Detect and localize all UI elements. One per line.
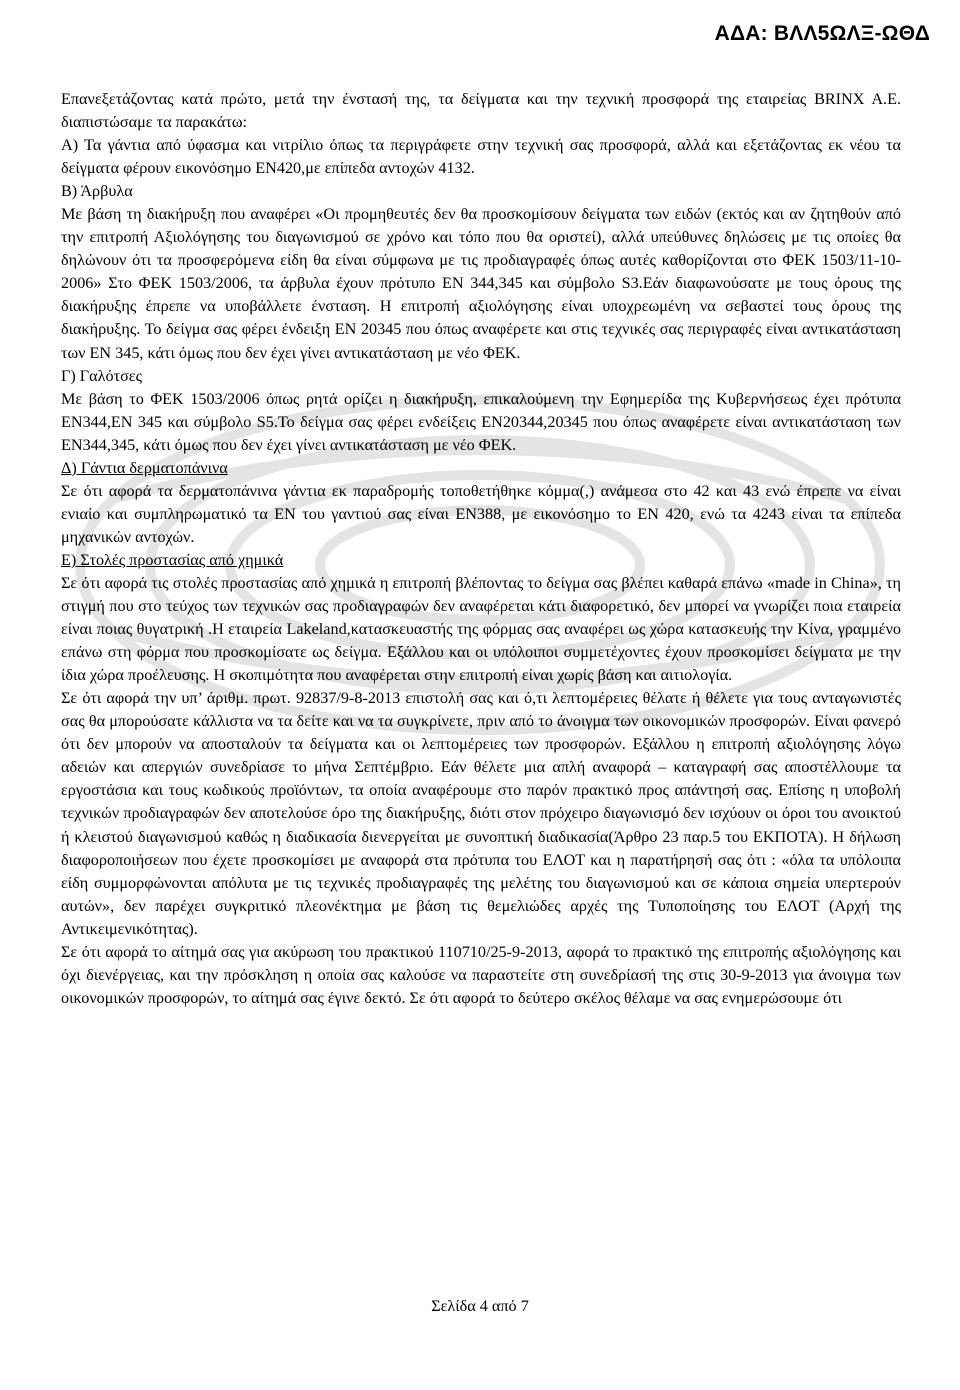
final-paragraph: Σε ότι αφορά το αίτημά σας για ακύρωση του πρακτικού 110710/25-9-2013, αφορά το πρακτικό της επιτροπής αξιολόγησης και όχι διενέργειας, και την πρόσκληση η οποία σας καλούσε να παραστείτε στη συνεδρίασή της στις 30-9-2013 για άνοιγμα των οικονομικών προσφορών, το αίτημά σας έγινε δεκτό. Σε ότι αφορά το δεύτερο σκέλος θέλαμε να σας ενημερώσουμε ότι xyxy=(61,942,901,1007)
section-c-heading: Γ) Γαλότσες xyxy=(61,366,143,385)
section-e-heading: Ε) Στολές προστασίας από χημικά xyxy=(61,550,284,569)
document-body xyxy=(61,88,901,1010)
section-a-paragraph: Α) Τα γάντια από ύφασμα και νιτρίλιο όπως τα περιγράφετε στην τεχνική σας προσφορά, αλλά και εξετάζοντας εκ νέου τα δείγματα φέρουν εικονόσημο ΕΝ420,με επίπεδα αντοχών 4132. xyxy=(61,136,901,178)
section-e-paragraph: Σε ότι αφορά τις στολές προστασίας από χημικά η επιτροπή βλέποντας το δείγμα σας βλέπει καθαρά επάνω «made in China», τη στιγμή που στο τεύχος των τεχνικών σας προδιαγραφών δεν αναφέρεται κάτι διαφορετικό, δεν μπορεί να γνωρίζει ποια εταιρεία είναι ποιας θυγατρική .Η εταιρεία Lakeland,κατασκευαστής της φόρμας σας αναφέρει ως χώρα κατασκευής την Κίνα, γραμμένο επάνω στη φόρμα που προσκομίσατε ως δείγμα. Εξάλλου και οι υπόλοιποι συμμετέχοντες έχουν προσκομίσει δείγματα με την ίδια χώρα προέλευσης. Η σκοπιμότητα που αναφέρεται στην επιτροπή είναι χωρίς βάση και αιτιολογία. xyxy=(61,573,901,685)
letter-paragraph: Σε ότι αφορά την υπ’ άριθμ. πρωτ. 92837/9-8-2013 επιστολή σας και ό,τι λεπτομέρειες θέλατε ή θέλετε για τους ανταγωνιστές σας θα μπορούσατε κάλλιστα να τα δείτε και να τα συγκρίνετε, πριν από το άνοιγμα των οικονομικών προσφορών. Είναι φανερό ότι δεν μπορούν να αποσταλούν τα δείγματα και οι λεπτομέρειες των προσφορών. Εξάλλου η επιτροπή αξιολόγησης λόγω αδειών και απεργιών συνεδρίασε το μήνα Σεπτέμβριο. Εάν θέλετε μια απλή αναφορά – καταγραφή σας αποστέλλουμε τα εργοστάσια και τους κωδικούς προϊόντων, τα οποία αναφέρουμε στο παρόν πρακτικό προς απάντησή σας. Επίσης η υποβολή τεχνικών προδιαγραφών δεν αποτελούσε όρο της διακήρυξης, διότι στον πρόχειρο διαγωνισμό δεν ισχύουν οι όροι του ανοικτού ή κλειστού διαγωνισμού καθώς η διαδικασία διενεργείται με συνοπτική διαδικασία(Άρθρο 23 παρ.5 του ΕΚΠΟΤΑ). Η δήλωση διαφοροποιήσεων που έχετε προσκομίσει με αναφορά στα πρότυπα του ΕΛΟΤ και η παρατήρησή σας ότι : «όλα τα υπόλοιπα είδη συμμορφώνονται απόλυτα με τις τεχνικές προδιαγραφές της μελέτης του διαγωνισμού και σε κάποια σημεία υπερτερούν αυτών», δεν παρέχει συγκριτικό πλεονέκτημα με βάση τις θεμελιώδες αρχές της Τυποποίησης του ΕΛΟΤ (Αρχή της Αντικειμενικότητας). xyxy=(61,689,901,938)
ada-code: ΑΔΑ: ΒΛΛ5ΩΛΞ-ΩΘΔ xyxy=(714,22,930,45)
page-number: Σελίδα 4 από 7 xyxy=(431,1297,529,1315)
section-b-paragraph: Με βάση τη διακήρυξη που αναφέρει «Οι προμηθευτές δεν θα προσκομίσουν δείγματα των ειδών (εκτός και αν ζητηθούν από την επιτροπή Αξιολόγησης του διαγωνισμού σε χρόνο και τόπο που θα οριστεί), αλλά υπεύθυνες δηλώσεις με τις οποίες θα δηλώνουν ότι τα προσφερόμενα είδη θα είναι σύμφωνα με τις προδιαγραφές όπως αυτές καθορίζονται στο ΦΕΚ 1503/11-10-2006» Στο ΦΕΚ 1503/2006, τα άρβυλα έχουν πρότυπο ΕΝ 344,345 και σύμβολο S3.Εάν διαφωνούσατε με τους όρους της διακήρυξης έπρεπε να υποβάλλετε ένσταση. Η επιτροπή αξιολόγησης είναι υποχρεωμένη να σεβαστεί τους όρους της διακήρυξης. Το δείγμα σας φέρει ένδειξη ΕΝ 20345 που όπως αναφέρετε και στις τεχνικές σας περιγραφές είναι αντικατάσταση των ΕΝ 345, κάτι όμως που δεν έχει γίνει αντικατάσταση με νέο ΦΕΚ. xyxy=(61,205,901,362)
section-d-paragraph: Σε ότι αφορά τα δερματοπάνινα γάντια εκ παραδρομής τοποθετήθηκε κόμμα(,) ανάμεσα στο 42 και 43 ενώ έπρεπε να είναι ενιαίο και συμπληρωματικό τα ΕΝ του γαντιού σας είναι ΕΝ388, με εικονόσημο το ΕΝ 420, ενώ τα 4243 είναι τα επίπεδα μηχανικών αντοχών. xyxy=(61,481,901,546)
intro-paragraph: Επανεξετάζοντας κατά πρώτο, μετά την ένστασή της, τα δείγματα και την τεχνική προσφορά της εταιρείας BRINX A.E. διαπιστώσαμε τα παρακάτω: xyxy=(61,90,901,132)
section-b-heading: Β) Άρβυλα xyxy=(61,182,133,201)
section-c-paragraph: Με βάση το ΦΕΚ 1503/2006 όπως ρητά ορίζει η διακήρυξη, επικαλούμενη την Εφημερίδα της Κυβερνήσεως έχει πρότυπα ΕΝ344,ΕΝ 345 και σύμβολο S5.Το δείγμα σας φέρει ενδείξεις ΕΝ20344,20345 που όπως αναφέρετε είναι αντικατάσταση των ΕΝ344,345, κάτι όμως που δεν έχει γίνει αντικατάσταση με νέο ΦΕΚ. xyxy=(61,389,901,454)
section-d-heading: Δ) Γάντια δερματοπάνινα xyxy=(61,458,228,477)
